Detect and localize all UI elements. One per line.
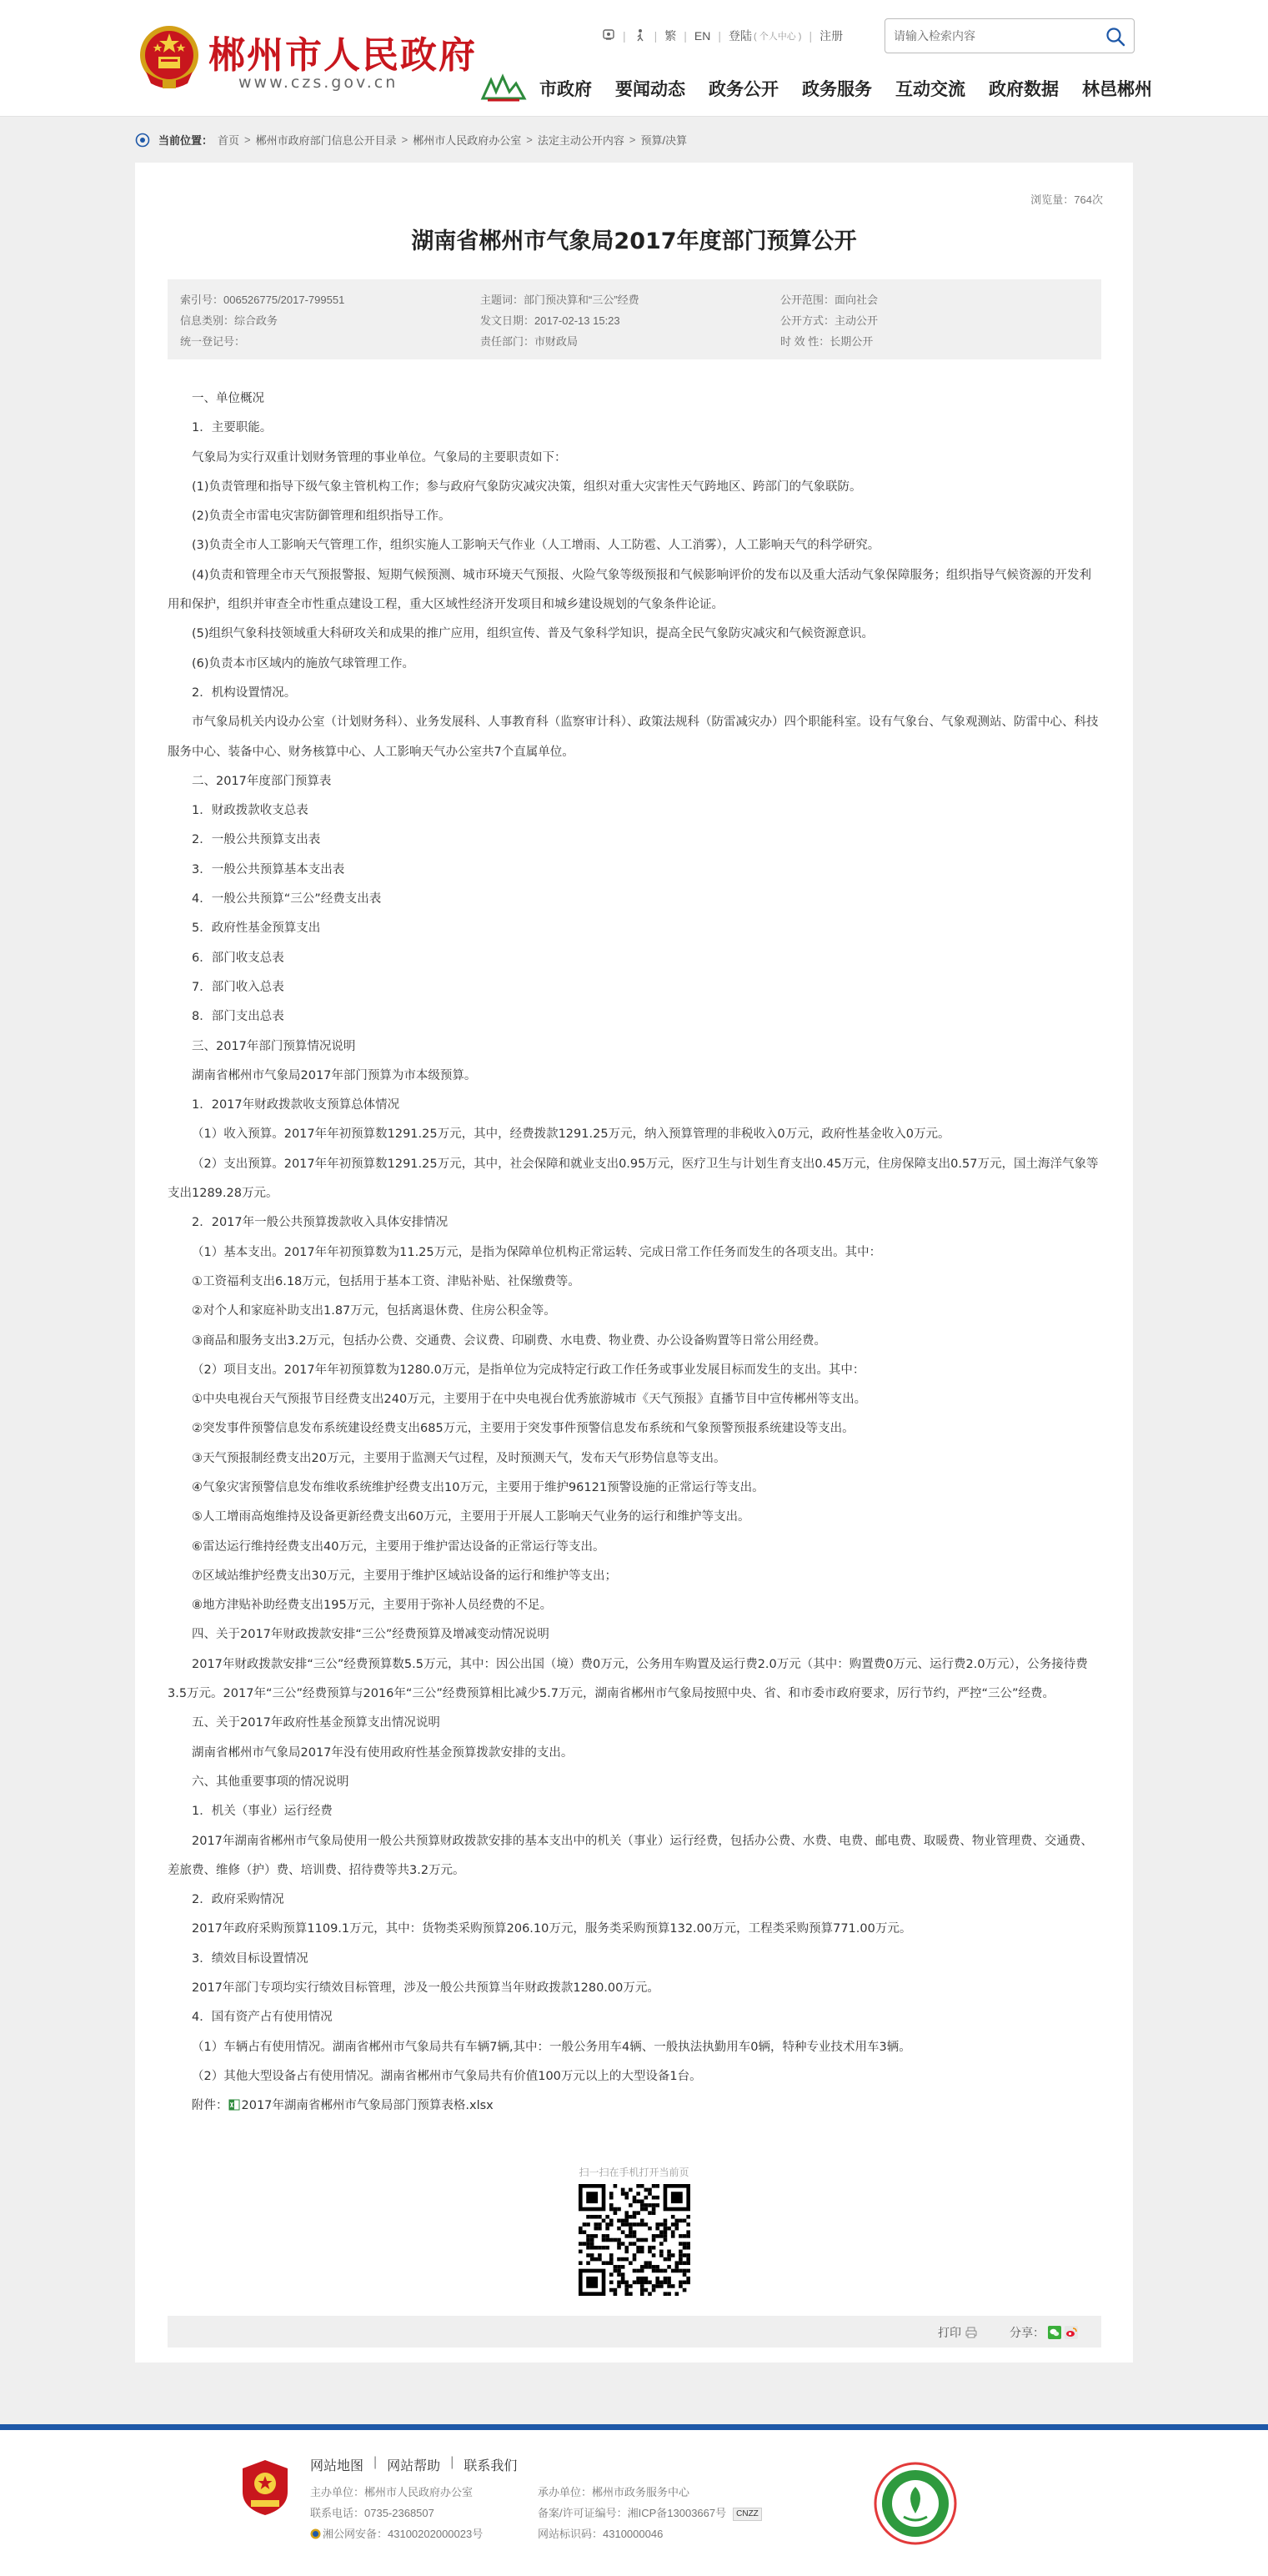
footer-sponsor: 主办单位：郴州市人民政府办公室: [310, 2486, 474, 2498]
breadcrumb-budget[interactable]: 预算/决算: [640, 134, 688, 147]
footer-icp[interactable]: [538, 2503, 762, 2523]
cnzz-badge[interactable]: CNZZ: [733, 2508, 762, 2521]
article-paragraph: 二、2017年度部门预算表: [192, 774, 332, 788]
article-paragraph: （2）项目支出。2017年年初预算数为1280.0万元，是指单位为完成特定行政工作任务或事业发展目标而发生的支出。其中：: [192, 1363, 865, 1377]
meta-validity: 时 效 性：长期公开: [780, 335, 874, 348]
city-logo-icon: [479, 73, 528, 103]
meta-info-category: 信息类别：综合政务: [180, 314, 278, 327]
article-paragraph: 2017年湖南省郴州市气象局使用一般公共预算财政拨款安排的基本支出中的机关（事业）运行经费，包括办公费、水费、电费、邮电费、取暖费、物业管理费、交通费、差旅费、维修（护）费、培训费、招待费等共3.2万元。: [168, 1834, 1093, 1877]
article-paragraph: （2）支出预算。2017年年初预算数1291.25万元，其中，社会保障和就业支出0.95万元，医疗卫生与计划生育支出0.45万元，住房保障支出0.57万元，国土海洋气象等支出1289.28万元。: [168, 1157, 1099, 1201]
footer-info-left: [310, 2482, 483, 2544]
site-title[interactable]: 郴州市人民政府: [208, 34, 477, 77]
article-paragraph: ⑦区域站维护经费支出30万元，主要用于维护区域站设备的运行和维护等支出；: [192, 1569, 617, 1583]
breadcrumb-office[interactable]: 郴州市人民政府办公室: [413, 134, 522, 147]
article-paragraph: (6)负责本市区域内的施放气球管理工作。: [192, 656, 415, 670]
article-paragraph: ①中央电视台天气预报节目经费支出240万元，主要用于在中央电视台优秀旅游城市《天气预报》直播节目中宣传郴州等支出。: [192, 1393, 867, 1407]
article-paragraph: 一、单位概况: [192, 392, 264, 405]
footer-icp-text: 备案/许可证编号：湘ICP备13003667号: [538, 2507, 727, 2519]
meta-scope: 公开范围：面向社会: [780, 294, 879, 306]
article-paragraph: 1．财政拨款收支总表: [192, 804, 308, 818]
article-paragraph: ⑥雷达运行维持经费支出40万元，主要用于维护雷达设备的正常运行等支出。: [192, 1539, 605, 1554]
nav-item-government-data[interactable]: 政府数据: [989, 79, 1059, 99]
article-paragraph: 4．一般公共预算“三公”经费支出表: [192, 892, 382, 906]
article-paragraph: ⑤人工增雨高炮维持及设备更新经费支出60万元，主要用于开展人工影响天气业务的运行和维护等支出。: [192, 1510, 750, 1524]
article-paragraph: （1）车辆占有使用情况。湖南省郴州市气象局共有车辆7辆,其中：一般公务用车4辆、一般执法执勤用车0辆，特种专业技术用车3辆。: [192, 2040, 911, 2054]
site-header: [0, 0, 1268, 117]
nav-item-government-affairs[interactable]: 政务公开: [709, 79, 779, 99]
article-paragraph: 三、2017年部门预算情况说明: [192, 1039, 356, 1053]
login-link[interactable]: 登陆: [729, 29, 753, 43]
footer-police-record[interactable]: [310, 2523, 483, 2544]
article-paragraph: 3．一般公共预算基本支出表: [192, 862, 345, 876]
article-paragraph: 市气象局机关内设办公室（计划财务科）、业务发展科、人事教育科（监察审计科）、政策法规科（防雷减灾办）四个职能科室。设有气象台、气象观测站、防雷中心、科技服务中心、装备中心、财务核算中心、人工影响天气办公室共7个直属单位。: [168, 716, 1099, 759]
article-paragraph: (3)负责全市人工影响天气管理工作，组织实施人工影响天气作业（人工增雨、人工防雹、人工消雾），人工影响天气的科学研究。: [192, 539, 880, 553]
article-paragraph: 五、关于2017年政府性基金预算支出情况说明: [192, 1716, 440, 1730]
elderly-mode-icon[interactable]: [634, 28, 647, 44]
article-paragraph: 1．2017年财政拨款收支预算总体情况: [192, 1098, 400, 1112]
article-paragraph: 气象局为实行双重计划财务管理的事业单位。气象局的主要职责如下：: [192, 450, 567, 464]
meta-publish-date: 发文日期：2017-02-13 15:23: [480, 314, 620, 327]
personal-center-link[interactable]: ( 个人中心 ): [754, 32, 802, 42]
article-paragraph: 3．绩效目标设置情况: [192, 1951, 308, 1966]
article-paragraph: （1）收入预算。2017年年初预算数1291.25万元，其中，经费拨款1291.25万元，纳入预算管理的非税收入0万元，政府性基金收入0万元。: [192, 1127, 950, 1142]
location-icon: [135, 133, 150, 148]
meta-responsible-dept: 责任部门：市财政局: [480, 335, 579, 348]
article-paragraph: （2）其他大型设备占有使用情况。湖南省郴州市气象局共有价值100万元以上的大型设备1台。: [192, 2069, 702, 2083]
nav-item-interaction[interactable]: 互动交流: [895, 79, 965, 99]
footer-site-code: 网站标识码：4310000046: [538, 2528, 664, 2540]
national-emblem-icon[interactable]: [138, 23, 201, 92]
article-paragraph: (2)负责全市雷电灾害防御管理和组织指导工作。: [192, 510, 451, 524]
meta-subject: 主题词：部门预决算和“三公”经费: [480, 294, 639, 306]
meta-method: 公开方式：主动公开: [780, 314, 879, 327]
article-paragraph: 四、关于2017年财政拨款安排“三公”经费预算及增减变动情况说明: [192, 1628, 549, 1642]
nav-item-news[interactable]: 要闻动态: [615, 79, 685, 99]
breadcrumb-statutory-content[interactable]: 法定主动公开内容: [537, 134, 624, 147]
footer-phone: 联系电话：0735-2368507: [310, 2507, 434, 2519]
article-paragraph: 2017年政府采购预算1109.1万元，其中：货物类采购预算206.10万元，服务类采购预算132.00万元，工程类采购预算771.00万元。: [192, 1922, 912, 1936]
accessibility-icon[interactable]: [602, 28, 615, 44]
qr-code-icon: [579, 2184, 690, 2296]
attachment-label: 附件：: [192, 2099, 228, 2113]
qr-label: 扫一扫在手机打开当前页: [579, 2167, 689, 2178]
article-paragraph: ②突发事件预警信息发布系统建设经费支出685万元，主要用于突发事件预警信息发布系统和气象预警预报系统建设等支出。: [192, 1422, 855, 1436]
article-paragraph: ⑧地方津贴补助经费支出195万元，主要用于弥补人员经费的不足。: [192, 1599, 553, 1613]
government-website-seal-icon[interactable]: [874, 2462, 957, 2545]
site-url: www.czs.gov.cn: [238, 73, 398, 92]
article-paragraph: ④气象灾害预警信息发布维收系统维护经费支出10万元，主要用于维护96121预警设施的正常运行等支出。: [192, 1480, 764, 1494]
article-container: [135, 163, 1133, 2363]
article-paragraph: 6．部门收支总表: [192, 951, 284, 965]
nav-item-city-government[interactable]: 市政府: [539, 79, 592, 99]
site-footer: [0, 2430, 1268, 2576]
footer-divider: [0, 2424, 1268, 2430]
article-paragraph: 2．一般公共预算支出表: [192, 833, 321, 847]
attachment-line: [168, 2091, 1101, 2121]
article-paragraph: (5)组织气象科技领域重大科研攻关和成果的推广应用，组织宣传、普及气象科学知识，提高全民气象防灾减灾和气候资源意识。: [192, 627, 875, 641]
search-input[interactable]: [894, 27, 1094, 45]
footer-link-sitemap[interactable]: 网站地图: [310, 2459, 364, 2473]
meta-index-no: 索引号：006526775/2017-799551: [180, 294, 345, 306]
article-paragraph: 湖南省郴州市气象局2017年部门预算为市本级预算。: [192, 1068, 477, 1082]
article-paragraph: 8．部门支出总表: [192, 1010, 284, 1024]
nav-item-linyi-chenzhou[interactable]: 林邑郴州: [1082, 79, 1152, 99]
breadcrumb-dept-catalog[interactable]: 郴州市政府部门信息公开目录: [255, 134, 397, 147]
article-paragraph: ③商品和服务支出3.2万元，包括办公费、交通费、会议费、印刷费、水电费、物业费、办公设备购置等日常公用经费。: [192, 1333, 827, 1348]
article-paragraph: 2．政府采购情况: [192, 1893, 284, 1907]
article-paragraph: ②对个人和家庭补助支出1.87万元，包括离退休费、住房公积金等。: [192, 1304, 556, 1318]
nav-item-government-services[interactable]: 政务服务: [802, 79, 872, 99]
wechat-icon[interactable]: [1048, 2326, 1061, 2339]
share-bar: [168, 2316, 1101, 2348]
attachment-file-link[interactable]: 2017年湖南省郴州市气象局部门预算表格.xlsx: [241, 2099, 494, 2113]
police-badge-icon: [310, 2528, 321, 2539]
share-label: 分享：: [1010, 2326, 1045, 2339]
article-paragraph: (1)负责管理和指导下级气象主管机构工作；参与政府气象防灾减灾决策，组织对重大灾害性天气跨地区、跨部门的气象联防。: [192, 480, 862, 494]
excel-file-icon: [228, 2099, 240, 2111]
footer-organizer: 承办单位：郴州市政务服务中心: [538, 2486, 690, 2498]
article-paragraph: ①工资福利支出6.18万元，包括用于基本工资、津贴补贴、社保缴费等。: [192, 1274, 580, 1288]
article-paragraph: 2．机构设置情况。: [192, 685, 297, 700]
footer-link-help[interactable]: 网站帮助: [387, 2459, 441, 2473]
english-link[interactable]: EN: [694, 29, 711, 43]
article-paragraph: (4)负责和管理全市天气预报警报、短期气候预测、城市环境天气预报、火险气象等级预报和气候影响评价的发布以及重大活动气象保障服务；组织指导气候资源的开发利用和保护，组织并审查全市性重点建设工程，重大区域性经济开发项目和城乡建设规划的气象条件论证。: [168, 568, 1092, 612]
breadcrumb: 当前位置： 首页 > 郴州市政府部门信息公开目录 > 郴州市人民政府办公室 > 法定主动公开内容 > 预算/决算: [135, 132, 687, 148]
footer-police-text: 湘公网安备：43100202000023号: [323, 2528, 484, 2540]
article-body: [168, 384, 1101, 2122]
article-paragraph: ③天气预报制经费支出20万元，主要用于监测天气过程，及时预测天气，发布天气形势信息等支出。: [192, 1451, 726, 1465]
article-paragraph: 2017年财政拨款安排“三公”经费预算数5.5万元，其中：因公出国（境）费0万元，公务用车购置及运行费2.0万元（其中：购置费0万元、运行费2.0万元），公务接待费3.5万元。2017年“三公”经费预算与2016年“三公”经费预算相比减少5.7万元，湖南省郴州市气象局按照中央、省、和市委市政府要求，厉行节约，严控“三公”经费。: [168, 1657, 1088, 1701]
search-icon[interactable]: [1105, 27, 1125, 47]
article-paragraph: 2017年部门专项均实行绩效目标管理，涉及一般公共预算当年财政拨款1280.00万元。: [192, 1981, 659, 1996]
footer-info-right: [538, 2482, 762, 2544]
article-paragraph: 湖南省郴州市气象局2017年没有使用政府性基金预算拨款安排的支出。: [192, 1745, 574, 1760]
article-paragraph: 4．国有资产占有使用情况: [192, 2011, 333, 2025]
article-paragraph: （1）基本支出。2017年年初预算数为11.25万元，是指为保障单位机构正常运转、完成日常工作任务而发生的各项支出。其中：: [192, 1245, 882, 1259]
meta-unified-code: 统一登记号：: [180, 335, 246, 348]
breadcrumb-home[interactable]: 首页: [218, 134, 240, 147]
footer-link-contact[interactable]: 联系我们: [464, 2459, 518, 2473]
top-links: | | 繁 | EN | 登陆 ( 个人中心 ) | 注册: [602, 28, 850, 44]
article-paragraph: 1．机关（事业）运行经费: [192, 1805, 333, 1819]
share-group: [1010, 2324, 1078, 2341]
register-link[interactable]: 注册: [819, 29, 844, 43]
printer-icon: [965, 2326, 978, 2339]
article-paragraph: 7．部门收入总表: [192, 980, 284, 994]
article-paragraph: 2．2017年一般公共预算拨款收入具体安排情况: [192, 1216, 449, 1230]
search-box: [885, 18, 1135, 53]
article-paragraph: 1．主要职能。: [192, 421, 273, 435]
party-government-badge-icon[interactable]: [239, 2458, 291, 2517]
article-meta: [168, 279, 1101, 359]
article-title: 湖南省郴州市气象局2017年度部门预算公开: [411, 228, 857, 254]
view-count: 浏览量：764次: [1030, 193, 1103, 206]
main-nav: [479, 73, 1152, 103]
article-paragraph: 六、其他重要事项的情况说明: [192, 1775, 349, 1789]
print-button[interactable]: [938, 2324, 978, 2341]
breadcrumb-label: 当前位置：: [158, 134, 213, 147]
footer-links: 网站地图 | 网站帮助 | 联系我们: [310, 2455, 518, 2473]
article-paragraph: 5．政府性基金预算支出: [192, 921, 321, 936]
print-label: 打印: [938, 2326, 961, 2339]
traditional-chinese-link[interactable]: 繁: [664, 29, 677, 43]
qr-section: [135, 2164, 1133, 2300]
weibo-icon[interactable]: [1065, 2326, 1078, 2339]
